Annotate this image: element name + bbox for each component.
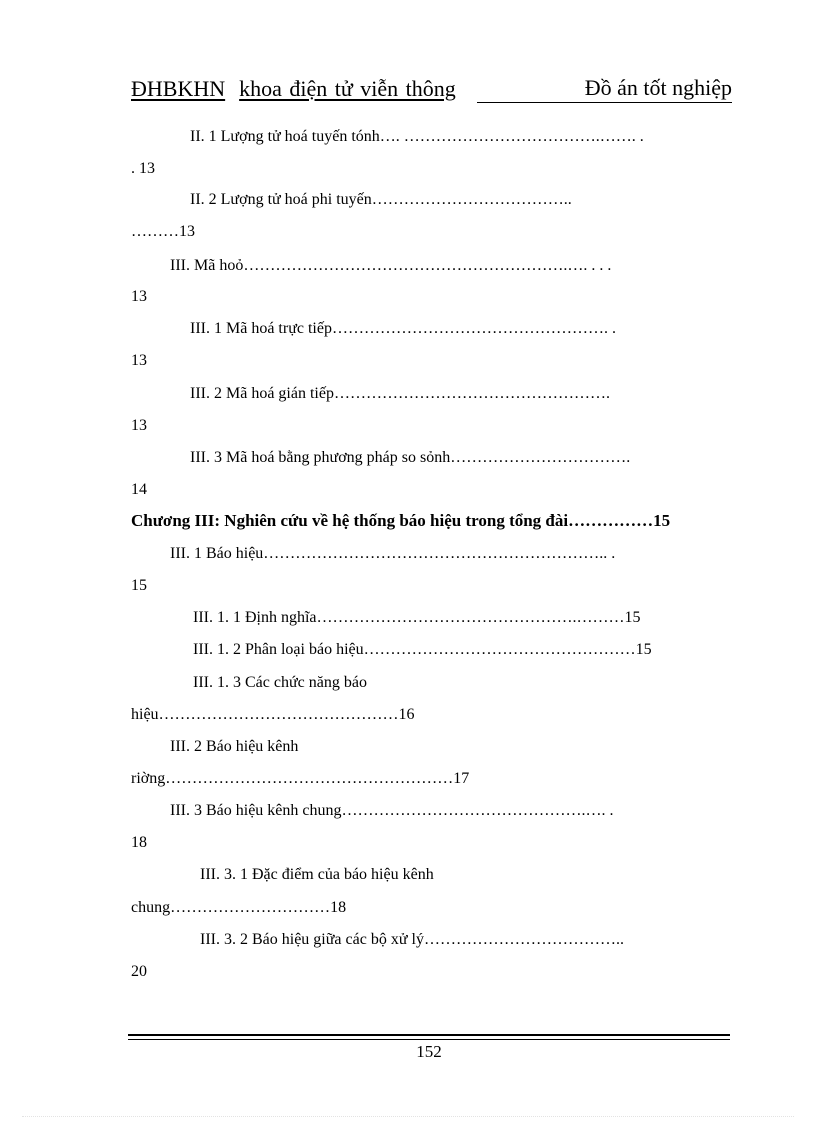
toc-entry: II. 2 Lượng tử hoá phi tuyến……………………………….. — [190, 191, 572, 208]
page-number: 152 — [416, 1042, 442, 1061]
header-university: ĐHBKHN — [131, 76, 226, 101]
toc-entry-continuation: chung…………………………18 — [131, 899, 347, 916]
toc-page-number: 20 — [131, 963, 147, 980]
toc-entry: III. Mã hoỏ…………………………………………………….…. . . . — [170, 257, 612, 274]
toc-entry-continuation: riờng………………………………………………17 — [131, 770, 470, 787]
toc-page-number: ………13 — [131, 223, 195, 240]
toc-page-number: 13 — [131, 417, 147, 434]
footer-rule-thick — [128, 1034, 730, 1036]
toc-page-number: . 13 — [131, 160, 155, 177]
toc-page-number: 18 — [131, 834, 147, 851]
toc-entry: III. 1. 1 Định nghĩa………………………………………….………15 — [193, 609, 641, 626]
toc-entry: III. 2 Báo hiệu kênh — [170, 738, 299, 755]
toc-entry: III. 3 Mã hoá bằng phương pháp so sỏnh……………………………. — [190, 449, 631, 466]
toc-entry: III. 3. 1 Đặc điểm của báo hiệu kênh — [200, 866, 434, 883]
toc-entry: III. 3 Báo hiệu kênh chung……………………………………….…. . — [170, 802, 614, 819]
toc-entry: III. 1. 3 Các chức năng báo — [193, 674, 367, 691]
toc-entry: III. 1 Báo hiệu……………………………………………………….. . — [170, 545, 616, 562]
toc-entry: III. 1 Mã hoá trực tiếp……………………………………………. . — [190, 320, 616, 337]
toc-entry: III. 3. 2 Báo hiệu giữa các bộ xử lý……………………………….. — [200, 931, 624, 948]
toc-page-number: 13 — [131, 352, 147, 369]
toc-chapter-heading: Chương III: Nghiên cứu về hệ thống báo hiệu trong tổng đài……………15 — [131, 511, 671, 530]
footer-rule-thin — [128, 1039, 730, 1040]
header-faculty: khoa điện tử viễn thông — [239, 76, 456, 101]
header-document-type: Đồ án tốt nghiệp — [584, 75, 732, 100]
toc-entry: II. 1 Lượng tử hoá tuyến tónh…. ……………………………….……. . — [190, 128, 644, 145]
toc-page-number: 14 — [131, 481, 147, 498]
toc-page-number: 15 — [131, 577, 147, 594]
toc-entry: III. 2 Mã hoá gián tiếp……………………………………………. — [190, 385, 610, 402]
toc-entry: III. 1. 2 Phân loại báo hiệu……………………………………………15 — [193, 641, 652, 658]
toc-entry-continuation: hiệu………………………………………16 — [131, 706, 415, 723]
page-edge-divider — [22, 1116, 794, 1117]
toc-page-number: 13 — [131, 288, 147, 305]
